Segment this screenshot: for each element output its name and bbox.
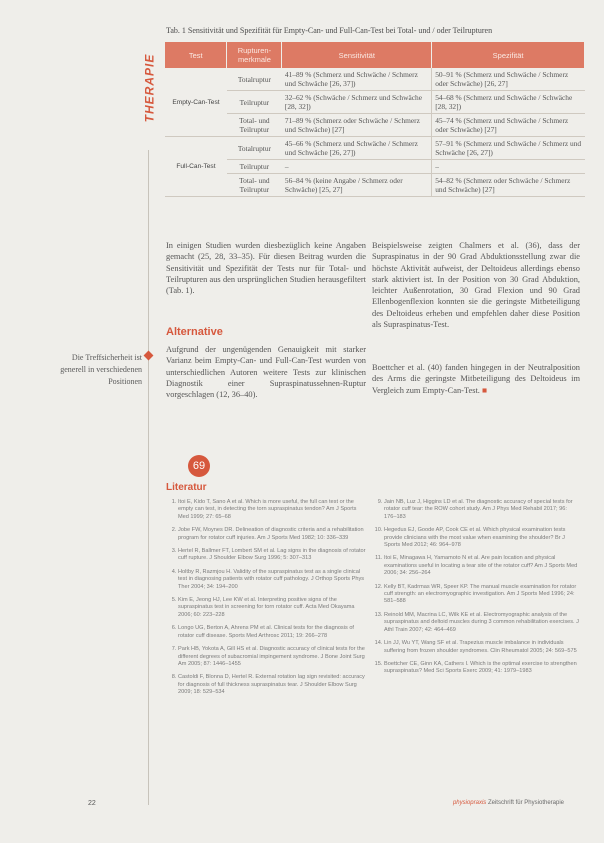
col-header-specificity: Spezifität — [432, 42, 585, 68]
table-cell-sensitivity: 71–89 % (Schmerz oder Schwäche / Schmerz und Schwäche) [27] — [282, 114, 432, 137]
table-cell-rupture: Totalruptur — [227, 68, 282, 91]
sensitivity-table — [165, 42, 585, 197]
table-row — [165, 137, 585, 160]
literature-icon: 69 — [188, 455, 210, 477]
table-caption: Tab. 1 Sensitivität und Spezifität für Empty-Can- und Full-Can-Test bei Total- und / oder Teilrupturen — [166, 26, 493, 35]
table-cell-sensitivity: – — [282, 160, 432, 174]
table-cell-test: Empty-Can-Test — [165, 68, 227, 137]
journal-footer — [453, 800, 564, 806]
table-row — [165, 114, 585, 137]
references-left — [166, 499, 366, 703]
reference-item: 1. Itoi E, Kido T, Sano A et al. Which is more useful, the full can test or the empty can test, in detecting the torn supraspinatus tendon? Am J Sports Med 1999; 27: 65–68 — [178, 499, 366, 521]
section-tab — [141, 30, 157, 145]
reference-item: 6. Longo UG, Berton A, Ahrens PM et al. Clinical tests for the diagnosis of rotator cuff disease. Sports Med Arthrosc 2011; 19: 266–278 — [178, 625, 366, 640]
table-cell-rupture: Teilruptur — [227, 160, 282, 174]
body-paragraph: In einigen Studien wurden diesbezüglich keine Angaben gemacht (25, 28, 33–35). Für diesen Beitrag wurden die Sensitivität und Spezifität der Tests nur für Total- und Teilrupturen aus den ursprünglichen Studien herausgefiltert (Tab. 1). — [166, 241, 366, 296]
table-cell-specificity: 50–91 % (Schmerz und Schwäche / Schmerz oder Schwäche) [26, 27] — [432, 68, 585, 91]
table-cell-specificity: 57–91 % (Schmerz und Schwäche / Schmerz und Schwäche [26, 27]) — [432, 137, 585, 160]
body-paragraph: Beispielsweise zeigten Chalmers et al. (36), dass der Supraspinatus in der 90 Grad Abduktionsstellung zwar die höchste Aktivität aufweist, der Deltoideus allerdings ebenso stark aktiviert ist. In der Position von 30 Grad Abduktion, leichter Außenrotation, 30 Grad Flexion und 90 Grad Ellenbogenflexion konnten sie die geringste Mitbeteiligung des Deltoideus erheben und empfehlen daher diese Position als Supraspinatus-Test. — [372, 241, 580, 330]
table-row — [165, 91, 585, 114]
table-row — [165, 174, 585, 197]
table-cell-test: Full-Can-Test — [165, 137, 227, 197]
reference-item: 13. Reinold MM, Macrina LC, Wilk KE et al. Electromyographic analysis of the supraspinatus and deltoid muscles during 3 common rehabilitation exercises. J Athl Train 2007; 42: 464–469 — [384, 612, 580, 634]
table-cell-sensitivity: 56–84 % (keine Angabe / Schmerz oder Schwäche) [25, 27] — [282, 174, 432, 197]
table-cell-sensitivity: 41–89 % (Schmerz und Schwäche / Schmerz und Schwäche [26, 37]) — [282, 68, 432, 91]
table-cell-rupture: Total- und Teilruptur — [227, 174, 282, 197]
table-cell-rupture: Totalruptur — [227, 137, 282, 160]
section-tab-label: THERAPIE — [142, 53, 156, 122]
reference-item: 9. Jain NB, Luz J, Higgins LD et al. The diagnostic accuracy of special tests for rotator cuff tear: the ROW cohort study. Am J Phys Med Rehabil 2017; 96: 176–183 — [384, 499, 580, 521]
reference-item: 7. Park HB, Yokota A, Gill HS et al. Diagnostic accuracy of clinical tests for the different degrees of subacromial impingement syndrome. J Bone Joint Surg Am 2005; 87: 1446–1455 — [178, 646, 366, 668]
reference-item: 3. Hertel R, Ballmer FT, Lombert SM et al. Lag signs in the diagnosis of rotator cuff rupture. J Shoulder Elbow Surg 1996; 5: 307–313 — [178, 548, 366, 563]
col-header-rupture: Rupturen-merkmale — [227, 42, 282, 68]
table-row — [165, 68, 585, 91]
reference-item: 10. Hegedus EJ, Goode AP, Cook CE et al. Which physical examination tests provide clinicians with the most value when examining the shoulder? Br J Sports Med 2012; 46: 964–978 — [384, 527, 580, 549]
body-paragraph: Aufgrund der ungenügenden Genauigkeit mit starker Varianz beim Empty-Can- und Full-Can-Test wurden von unterschiedlichen Autoren weitere Tests zur klinischen Diagnostik einer Supraspinatussehnen-Ruptur vorgeschlagen (12, 36–40). — [166, 345, 366, 400]
reference-item: 8. Castoldi F, Blonna D, Hertel R. External rotation lag sign revisited: accuracy for diagnosis of full thickness supraspinatus tear. J Shoulder Elbow Surg 2009; 18: 529–534 — [178, 674, 366, 696]
reference-item: 15. Boettcher CE, Ginn KA, Cathers I. Which is the optimal exercise to strengthen supraspinatus? Med Sci Sports Exerc 2009; 41: 1979–1983 — [384, 661, 580, 676]
reference-item: 14. Lin JJ, Wu YT, Wang SF et al. Trapezius muscle imbalance in individuals suffering from frozen shoulder syndromes. Clin Rheumatol 2005; 24: 569–575 — [384, 640, 580, 655]
table-cell-specificity: 54–82 % (Schmerz oder Schwäche / Schmerz und Schwäche) [27] — [432, 174, 585, 197]
article-end-icon: ■ — [481, 385, 488, 395]
reference-item: 2. Jobe FW, Moynes DR. Delineation of diagnostic criteria and a rehabilitation program for rotator cuff injuries. Am J Sports Med 1982; 10: 336–339 — [178, 527, 366, 542]
table-cell-rupture: Teilruptur — [227, 91, 282, 114]
page-number: 22 — [88, 800, 96, 807]
margin-marker-icon — [144, 351, 154, 361]
section-heading-alternative: Alternative — [166, 326, 223, 338]
references-right — [372, 499, 580, 682]
reference-item: 5. Kim E, Jeong HJ, Lee KW et al. Interpreting positive signs of the supraspinatus test in screening for torn rotator cuff. Acta Med Okayama 2006; 60: 223–228 — [178, 597, 366, 619]
table-header-row — [165, 42, 585, 68]
table-row — [165, 160, 585, 174]
table-cell-rupture: Total- und Teilruptur — [227, 114, 282, 137]
table-cell-specificity: 45–74 % (Schmerz und Schwäche / Schmerz oder Schwäche) [27] — [432, 114, 585, 137]
body-paragraph: Boettcher et al. (40) fanden hingegen in der Neutralposition des Arms die geringste Mitbeteiligung des Deltoideus im Vergleich zum Empty-Can-Test. — [372, 363, 580, 395]
reference-item: 11. Itoi E, Minagawa H, Yamamoto N et al. Are pain location and physical examinations useful in locating a tear site of the rotator cuff? Am J Sports Med 2006; 34: 256–264 — [384, 555, 580, 577]
table-cell-specificity: 54–68 % (Schmerz und Schwäche / Schwäche [28, 32]) — [432, 91, 585, 114]
margin-divider — [148, 150, 149, 805]
literature-heading: Literatur — [166, 482, 207, 493]
col-header-sensitivity: Sensitivität — [282, 42, 432, 68]
journal-subtitle: Zeitschrift für Physiotherapie — [487, 800, 564, 806]
side-note: Die Treffsicherheit ist generell in verschiedenen Positionen — [60, 353, 142, 386]
journal-brand: physiopraxis — [452, 800, 487, 806]
table-cell-sensitivity: 32–62 % (Schwäche / Schmerz und Schwäche [28, 32]) — [282, 91, 432, 114]
reference-item: 4. Holtby R, Razmjou H. Validity of the supraspinatus test as a single clinical test in diagnosing patients with rotator cuff pathology. J Orthop Sports Phys Ther 2004; 34: 194–200 — [178, 569, 366, 591]
col-header-test: Test — [165, 42, 227, 68]
body-paragraph-container — [372, 362, 580, 396]
table-cell-specificity: – — [432, 160, 585, 174]
reference-item: 12. Kelly BT, Kadrmas WR, Speer KP. The manual muscle examination for rotator cuff strength: an electromyographic investigation. Am J Sports Med 1996; 24: 581–588 — [384, 584, 580, 606]
table-cell-sensitivity: 45–66 % (Schmerz und Schwäche / Schmerz und Schwäche [26, 27]) — [282, 137, 432, 160]
